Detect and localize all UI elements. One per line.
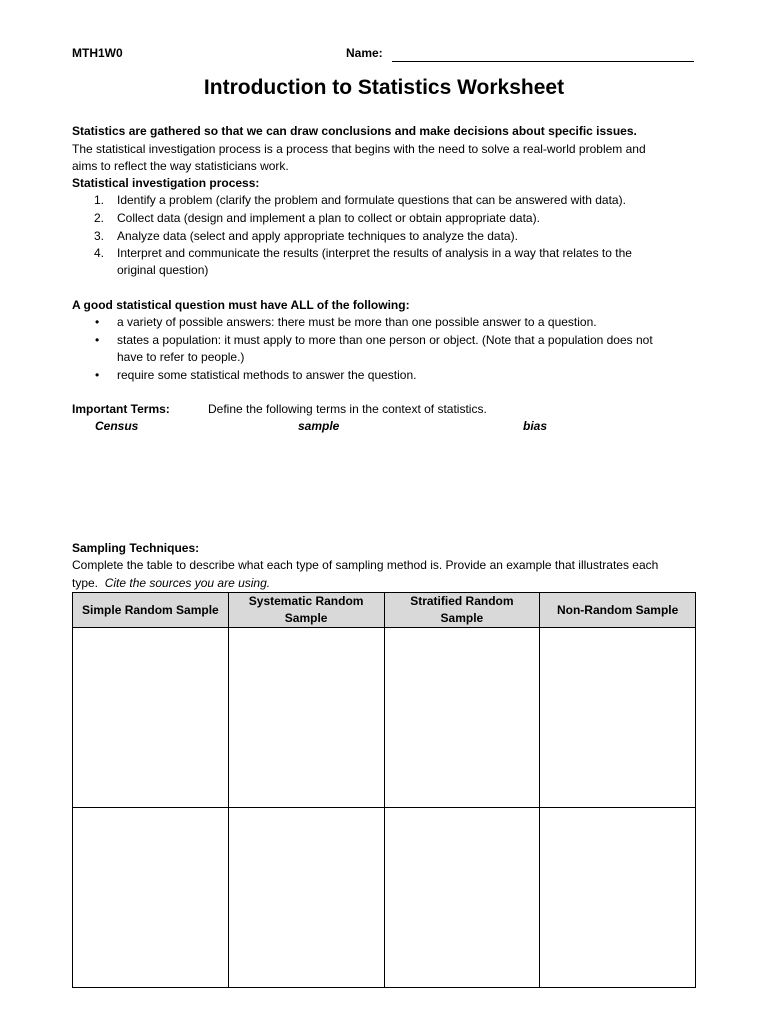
intro-paragraph-line-1: The statistical investigation process is a process that begins with the need to solve a real-world problem and	[72, 142, 646, 156]
column-header-systematic-random	[228, 593, 384, 628]
name-label: Name:	[346, 46, 383, 60]
step-number: 3.	[94, 229, 105, 243]
bullet-text: a variety of possible answers: there must be more than one possible answer to a question.	[117, 315, 597, 329]
table-cell[interactable]	[73, 808, 229, 988]
table-row	[73, 628, 696, 808]
course-code: MTH1W0	[72, 46, 123, 60]
table-header-row	[73, 593, 696, 628]
column-header-non-random	[540, 593, 696, 628]
table-cell[interactable]	[540, 628, 696, 808]
name-field[interactable]	[392, 61, 694, 62]
step-number: 2.	[94, 211, 105, 225]
bullet-text-line-1: states a population: it must apply to more than one person or object. (Note that a population does not	[117, 333, 653, 347]
sampling-heading: Sampling Techniques:	[72, 541, 200, 555]
table-row	[73, 808, 696, 988]
table-cell[interactable]	[384, 628, 540, 808]
table-cell[interactable]	[540, 808, 696, 988]
step-text: Identify a problem (clarify the problem and formulate questions that can be answered with data).	[117, 193, 626, 207]
bullet-icon: •	[95, 368, 100, 382]
sampling-table	[72, 592, 696, 988]
table-cell[interactable]	[73, 628, 229, 808]
cite-sources-note: Cite the sources you are using.	[104, 576, 271, 590]
sampling-instruction-line-2	[72, 575, 696, 592]
bullet-text: require some statistical methods to answer the question.	[117, 368, 417, 382]
intro-bold-line: Statistics are gathered so that we can draw conclusions and make decisions about specific issues.	[72, 124, 637, 138]
intro-paragraph-line-2: aims to reflect the way statisticians work.	[72, 159, 289, 173]
column-header-line: Simple Random Sample	[82, 602, 219, 617]
column-header-line: Non-Random Sample	[556, 602, 679, 617]
bullet-icon: •	[95, 315, 100, 329]
step-text-line-1: Interpret and communicate the results (interpret the results of analysis in a way that relates to the	[117, 246, 632, 260]
term-bias: bias	[523, 419, 548, 433]
process-heading: Statistical investigation process:	[72, 176, 260, 190]
term-sample: sample	[298, 419, 340, 433]
good-question-heading: A good statistical question must have ALL of the following:	[72, 298, 410, 312]
sampling-instruction-line-1: Complete the table to describe what each type of sampling method is. Provide an example that illustrates each	[72, 558, 659, 572]
column-header-simple-random	[73, 593, 229, 628]
step-text: Collect data (design and implement a plan to collect or obtain appropriate data).	[117, 211, 540, 225]
sampling-instruction-plain: type.	[72, 576, 99, 590]
column-header-line: Sample	[284, 611, 328, 625]
table-cell[interactable]	[384, 808, 540, 988]
column-header-line: Stratified Random	[410, 594, 514, 608]
bullet-text-line-2: have to refer to people.)	[117, 350, 245, 364]
table-cell[interactable]	[228, 808, 384, 988]
step-text-line-2: original question)	[117, 263, 209, 277]
term-census: Census	[95, 419, 139, 433]
step-number: 4.	[94, 246, 105, 260]
column-header-line: Systematic Random	[248, 594, 364, 608]
terms-instruction: Define the following terms in the context of statistics.	[208, 402, 487, 416]
column-header-line: Sample	[440, 611, 484, 625]
important-terms-label: Important Terms:	[72, 402, 170, 416]
step-number: 1.	[94, 193, 105, 207]
column-header-stratified-random	[384, 593, 540, 628]
page-title: Introduction to Statistics Worksheet	[203, 76, 565, 99]
step-text: Analyze data (select and apply appropriate techniques to analyze the data).	[117, 229, 518, 243]
bullet-icon: •	[95, 333, 100, 347]
table-cell[interactable]	[228, 628, 384, 808]
